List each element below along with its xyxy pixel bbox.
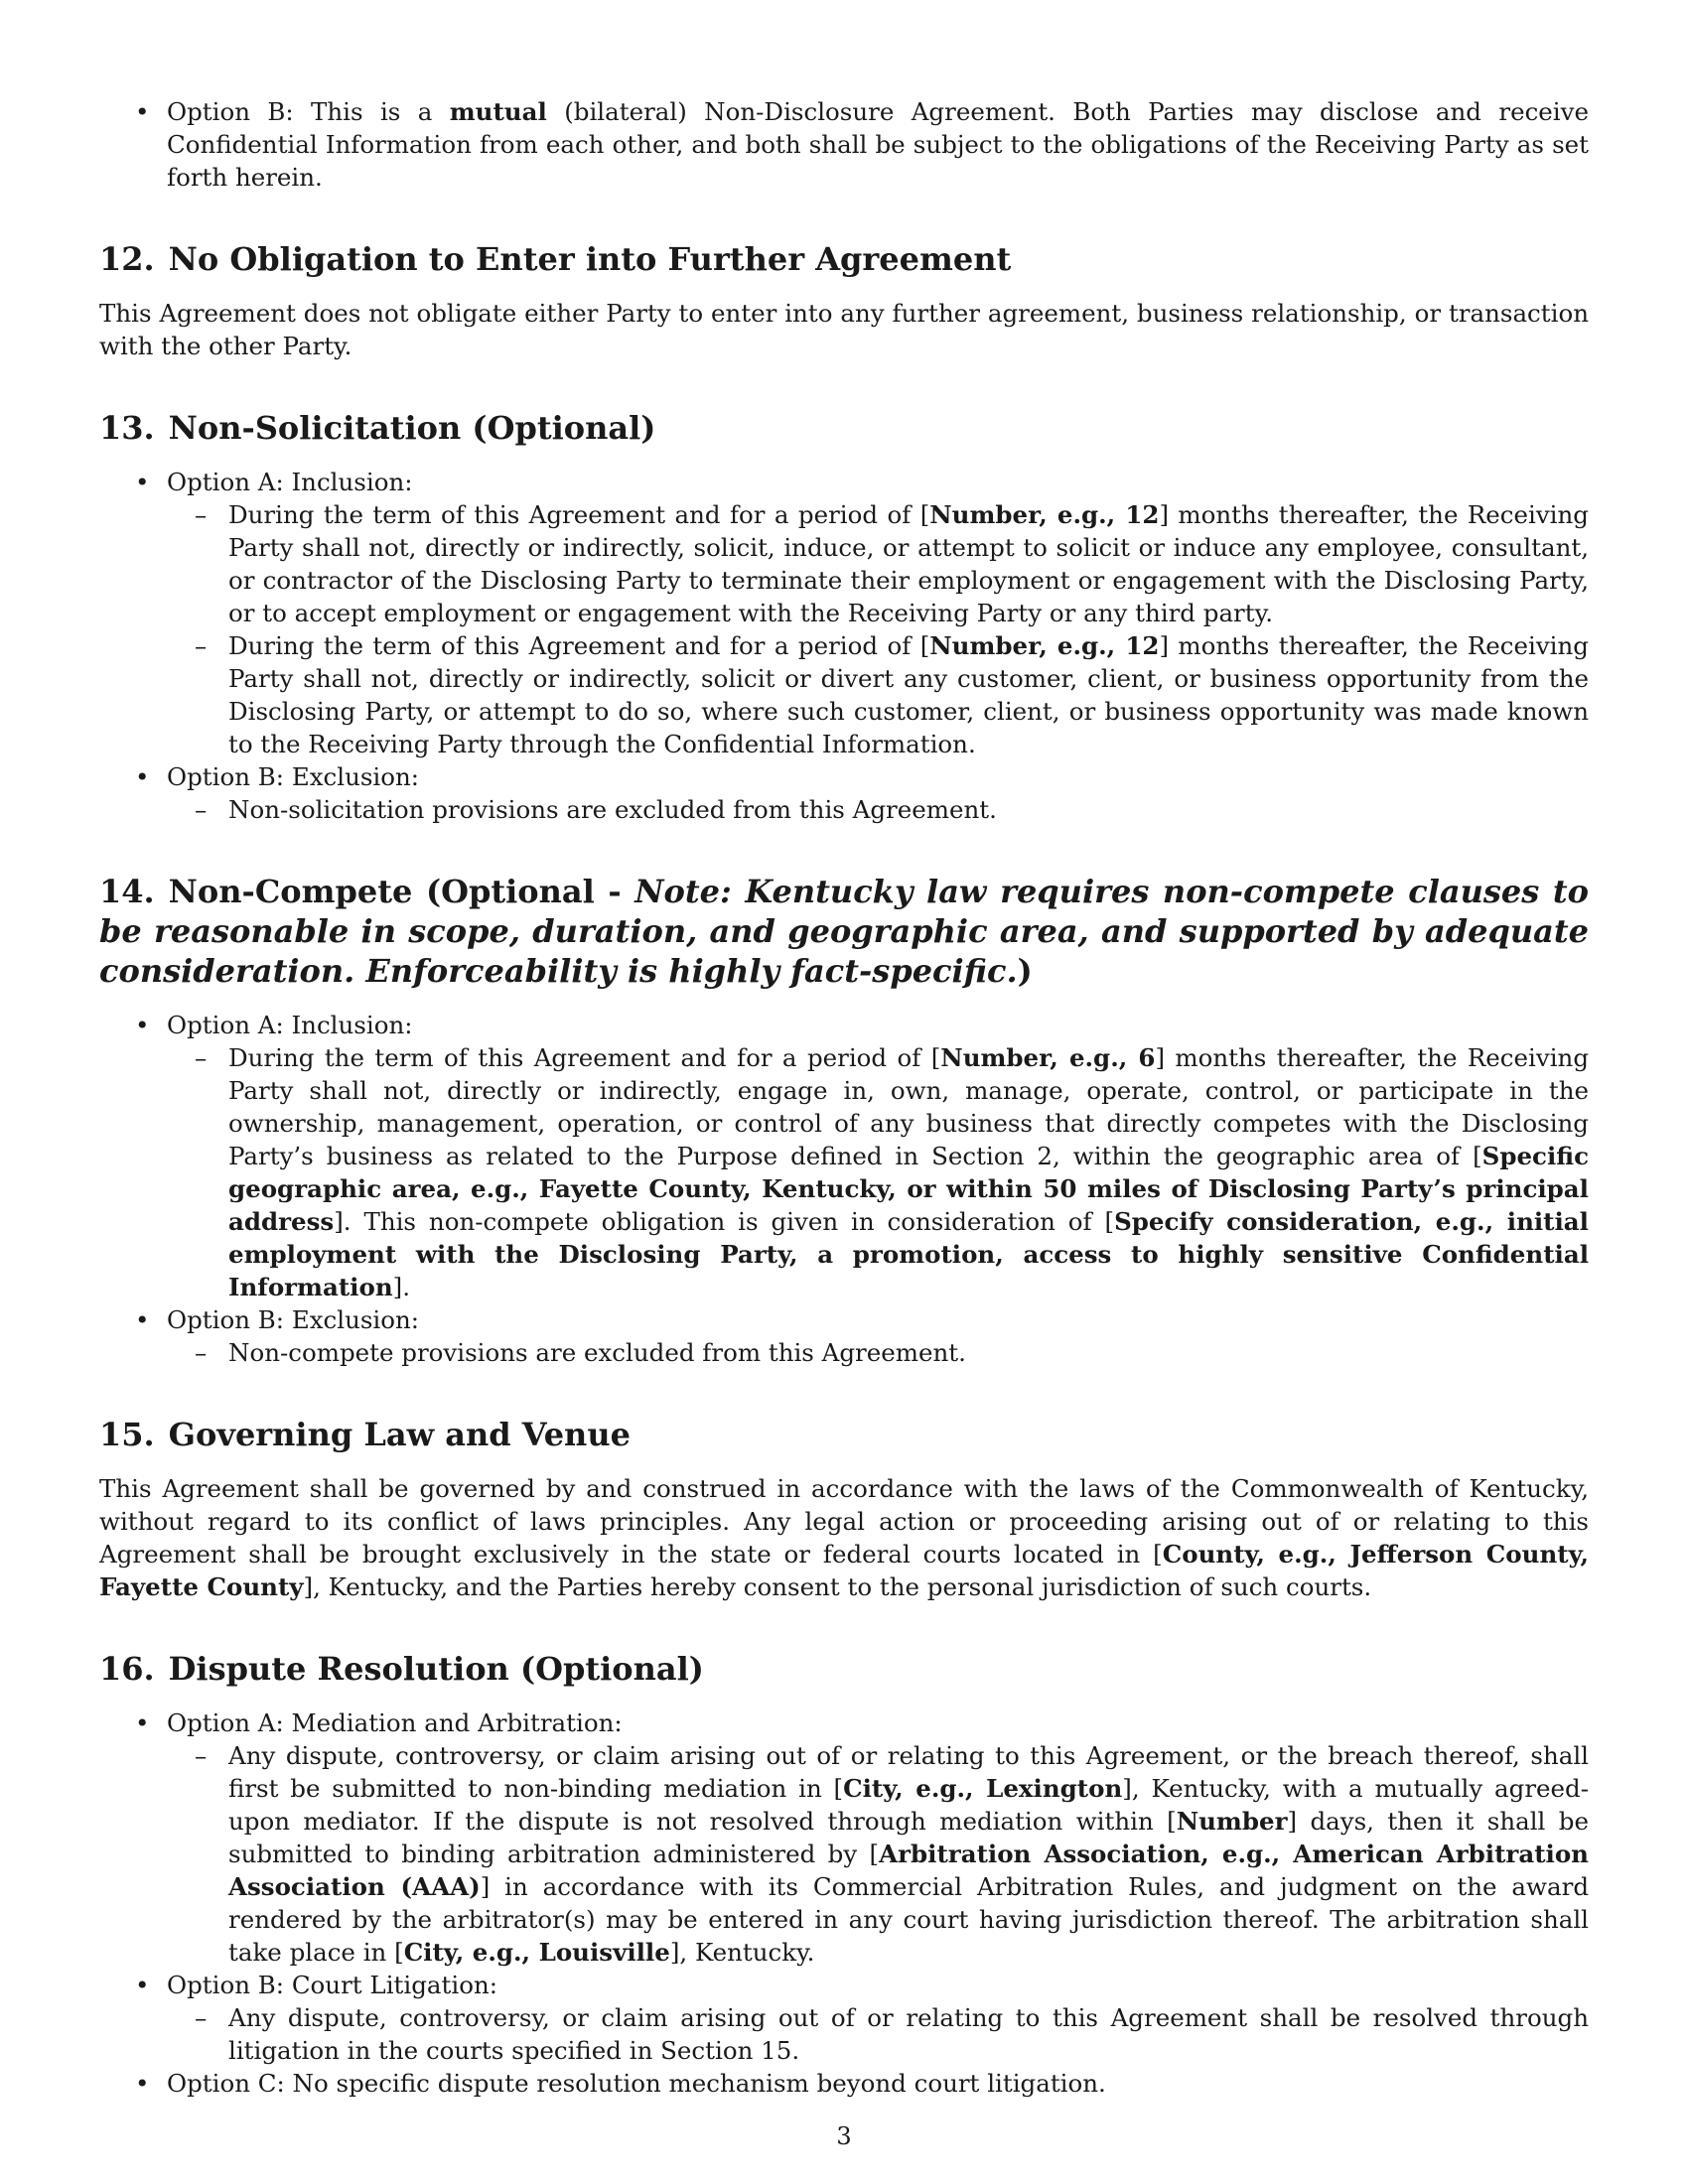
clause-item: – Non-compete provisions are excluded from this Agreement. — [167, 1336, 1589, 1369]
option-b-clauses — [167, 793, 1589, 826]
section-15-heading — [99, 1415, 1589, 1454]
clause-item — [167, 1739, 1589, 1969]
option-label: Option B: Exclusion: — [167, 1305, 420, 1334]
section-number: 14. — [99, 873, 155, 910]
placeholder-field: City, e.g., Louisville — [403, 1938, 670, 1967]
section-11-option-b — [99, 95, 1589, 194]
placeholder-field: Specific geographic area, e.g., Fayette County, Kentucky, or within 50 miles of Disclosing Party’s principal address — [228, 1142, 1589, 1236]
option-label: Option B: Exclusion: — [167, 762, 420, 791]
placeholder-field: Number, e.g., 12 — [929, 631, 1160, 660]
placeholder-field: Number — [1176, 1807, 1288, 1836]
section-title: Non-Compete (Optional - — [168, 873, 635, 910]
clause-text: During the term of this Agreement and for a period of [ — [228, 1043, 941, 1072]
section-title: No Obligation to Enter into Further Agreement — [168, 240, 1012, 278]
clause-text: ], Kentucky. — [669, 1938, 815, 1967]
section-number: 12. — [99, 240, 155, 278]
option-a-clauses — [167, 1739, 1589, 1969]
section-13-option-a — [99, 466, 1589, 760]
section-16-heading — [99, 1649, 1589, 1689]
section-12-heading — [99, 239, 1589, 279]
section-title-note: Note: Kentucky law requires non-compete clauses to be reasonable in scope, duration, and geographic area, and supported by adequate consideration. Enforceability is highly fact-specific. — [99, 873, 1589, 990]
option-b-clauses — [167, 2001, 1589, 2067]
clause-text: ]. This non-compete obligation is given in consideration of [ — [334, 1207, 1115, 1236]
clause-text: ], Kentucky, with a mutually agreed-upon mediator. If the dispute is not resolved through mediation within [ — [228, 1774, 1589, 1836]
body-text: ], Kentucky, and the Parties hereby consent to the personal jurisdiction of such courts. — [303, 1572, 1372, 1601]
clause-text: During the term of this Agreement and for a period of [ — [228, 631, 930, 660]
section-14-option-a — [99, 1009, 1589, 1303]
option-b-clauses — [167, 1336, 1589, 1369]
section-number: 15. — [99, 1416, 155, 1453]
section-13-options — [99, 466, 1589, 826]
clause-text: ] in accordance with its Commercial Arbitration Rules, and judgment on the award rendered by the arbitrator(s) may be entered in any court having jurisdiction thereof. The arbitration shall take place in [ — [228, 1872, 1590, 1967]
placeholder-field: County, e.g., Jefferson County, Fayette County — [99, 1540, 1589, 1601]
section-title: Dispute Resolution (Optional) — [168, 1650, 704, 1688]
placeholder-field: City, e.g., Lexington — [843, 1774, 1123, 1803]
option-label: Option B: Court Litigation: — [167, 1971, 497, 1999]
page-number: 3 — [836, 2122, 852, 2150]
clause-item — [167, 1041, 1589, 1303]
clause-item: – Non-solicitation provisions are excluded from this Agreement. — [167, 793, 1589, 826]
section-13-option-b — [99, 760, 1589, 826]
placeholder-field: Specify consideration, e.g., initial employment with the Disclosing Party, a promotion, access to highly sensitive Confidential Information — [228, 1207, 1589, 1301]
section-16-option-c: • Option C: No specific dispute resolution mechanism beyond court litigation. — [99, 2067, 1589, 2100]
option-label: Option A: Inclusion: — [167, 1011, 413, 1039]
section-16-option-a — [99, 1706, 1589, 1969]
placeholder-field: Arbitration Association, e.g., American Arbitration Association (AAA) — [228, 1840, 1589, 1901]
placeholder-field: Number, e.g., 12 — [929, 500, 1160, 529]
clause-text: ]. — [392, 1273, 410, 1301]
section-15-body — [99, 1472, 1589, 1603]
section-title: Non-Solicitation (Optional) — [168, 409, 656, 447]
section-14-options — [99, 1009, 1589, 1369]
clause-text: ] days, then it shall be submitted to binding arbitration administered by [ — [228, 1807, 1589, 1868]
section-number: 16. — [99, 1650, 155, 1688]
clause-text: During the term of this Agreement and for a period of [ — [228, 500, 930, 529]
body-text: This Agreement shall be governed by and construed in accordance with the laws of the Commonwealth of Kentucky, without regard to its conflict of laws principles. Any legal action or proceeding arising out of or relating to this Agreement shall be brought exclusively in the state or federal courts located in [ — [99, 1474, 1589, 1569]
section-11-option-list — [99, 95, 1589, 194]
clause-text: ] months thereafter, the Receiving Party shall not, directly or indirectly, solicit, induce, or attempt to solicit or induce any employee, consultant, or contractor of the Disclosing Party to terminate their employment or engagement with the Disclosing Party, or to accept employment or engagement with the Receiving Party or any third party. — [228, 500, 1589, 627]
option-b-text: Option B: This is a — [167, 97, 450, 126]
clause-text: Any dispute, controversy, or claim arising out of or relating to this Agreement, or the breach thereof, shall first be submitted to non-binding mediation in [ — [228, 1741, 1589, 1803]
section-16-option-b — [99, 1969, 1589, 2067]
section-16-options — [99, 1706, 1589, 2100]
option-label: Option A: Inclusion: — [167, 468, 413, 496]
option-a-clauses — [167, 498, 1589, 760]
placeholder-field: Number, e.g., 6 — [940, 1043, 1156, 1072]
section-13-heading — [99, 408, 1589, 448]
option-b-text-rest: (bilateral) Non-Disclosure Agreement. Both Parties may disclose and receive Confidential Information from each other, and both shall be subject to the obligations of the Receiving Party as set forth herein. — [167, 97, 1589, 192]
clause-item — [167, 498, 1589, 629]
clause-item — [167, 629, 1589, 760]
section-title-end: ) — [1017, 952, 1033, 990]
section-14-heading — [99, 872, 1589, 991]
clause-item: – Any dispute, controversy, or claim arising out of or relating to this Agreement shall be resolved through litigation in the courts specified in Section 15. — [167, 2001, 1589, 2067]
option-label: Option A: Mediation and Arbitration: — [167, 1708, 623, 1737]
section-title: Governing Law and Venue — [168, 1416, 631, 1453]
section-14-option-b — [99, 1303, 1589, 1369]
document-page — [99, 95, 1589, 2100]
section-12-body: This Agreement does not obligate either Party to enter into any further agreement, business relationship, or transaction with the other Party. — [99, 299, 1589, 360]
clause-text: ] months thereafter, the Receiving Party shall not, directly or indirectly, engage in, own, manage, operate, control, or participate in the ownership, management, operation, or control of any business that directly competes with the Disclosing Party’s business as related to the Purpose defined in Section 2, within the geographic area of [ — [228, 1043, 1589, 1170]
mutual-emphasis: mutual — [449, 97, 547, 126]
clause-text: ] months thereafter, the Receiving Party shall not, directly or indirectly, solicit or divert any customer, client, or business opportunity from the Disclosing Party, or attempt to do so, where such customer, client, or business opportunity was made known to the Receiving Party through the Confidential Information. — [228, 631, 1589, 758]
option-a-clauses — [167, 1041, 1589, 1303]
section-number: 13. — [99, 409, 155, 447]
